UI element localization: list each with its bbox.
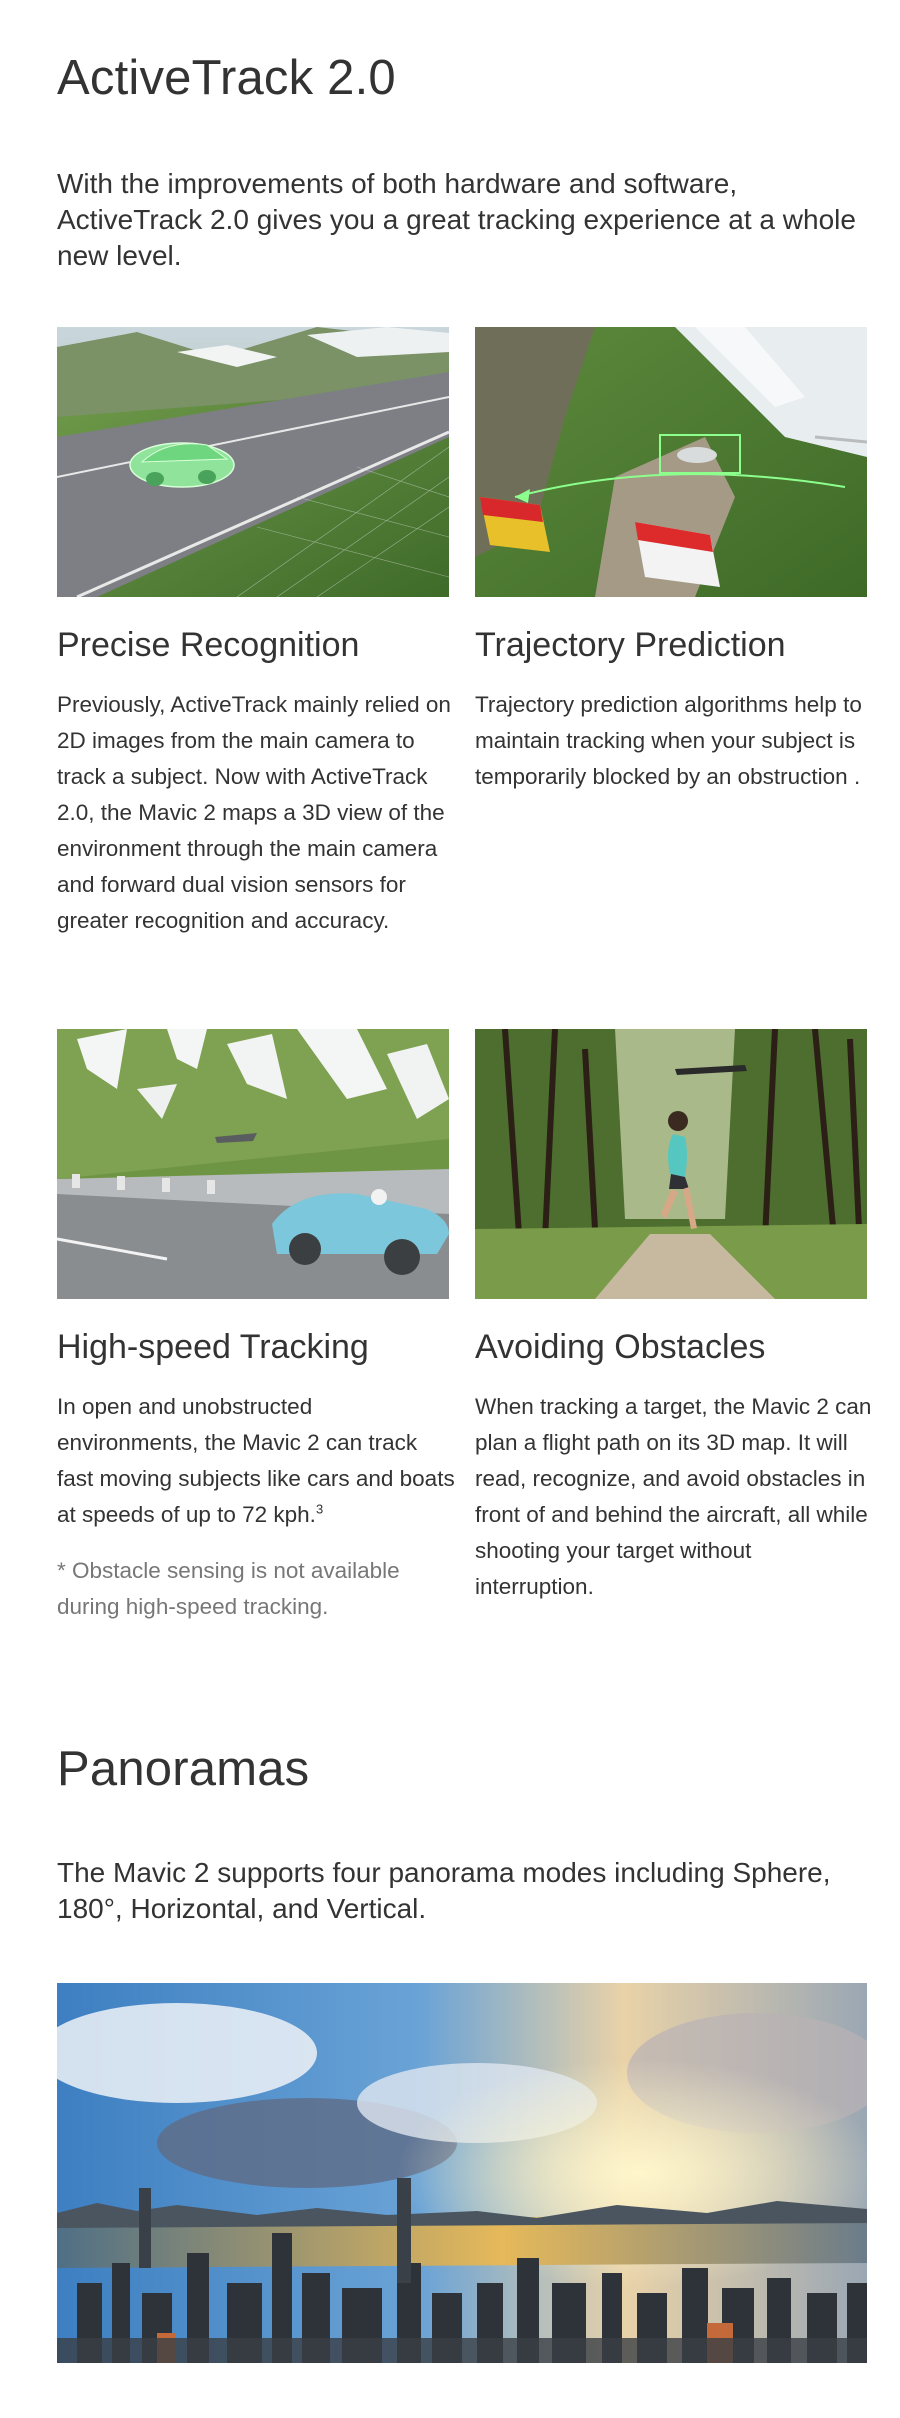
avoiding-obstacles-image: [475, 1029, 867, 1299]
feature-text-trajectory-prediction: Trajectory prediction algorithms help to maintain tracking when your subject is temporarily blocked by an obstruction .: [475, 692, 862, 789]
panoramas-intro: The Mavic 2 supports four panorama modes including Sphere, 180°, Horizontal, and Vertical.: [57, 1857, 831, 1924]
activetrack-intro: With the improvements of both hardware and software, ActiveTrack 2.0 gives you a great tracking experience at a whole new level.: [57, 168, 856, 271]
high-speed-tracking-image: [57, 1029, 449, 1299]
feature-title-avoiding-obstacles: Avoiding Obstacles: [475, 1328, 766, 1366]
section-title-activetrack: ActiveTrack 2.0: [57, 51, 396, 105]
feature-title-high-speed-tracking: High-speed Tracking: [57, 1328, 369, 1366]
section-title-panoramas: Panoramas: [57, 1742, 310, 1796]
feature-title-precise-recognition: Precise Recognition: [57, 626, 360, 664]
trajectory-prediction-image: [475, 327, 867, 597]
feature-text-avoiding-obstacles: When tracking a target, the Mavic 2 can plan a flight path on its 3D map. It will read, recognize, and avoid obstacles in front of and behind the aircraft, all while shooting your target without interruption.: [475, 1394, 872, 1599]
panorama-image: [57, 1983, 867, 2363]
footnote-mark: 3: [315, 1501, 324, 1517]
feature-text-precise-recognition: Previously, ActiveTrack mainly relied on 2D images from the main camera to track a subject. Now with ActiveTrack 2.0, the Mavic 2 maps a 3D view of the environment through the main camera and forward dual vision sensors for greater recognition and accuracy.: [57, 692, 451, 933]
high-speed-tracking-note: * Obstacle sensing is not available during high-speed tracking.: [57, 1558, 400, 1619]
precise-recognition-image: [57, 327, 449, 597]
feature-text-high-speed-tracking-body: In open and unobstructed environments, the Mavic 2 can track fast moving subjects like cars and boats at speeds of up to 72 kph.: [57, 1394, 455, 1527]
feature-text-high-speed-tracking: [57, 1389, 457, 1533]
feature-title-trajectory-prediction: Trajectory Prediction: [475, 626, 786, 664]
